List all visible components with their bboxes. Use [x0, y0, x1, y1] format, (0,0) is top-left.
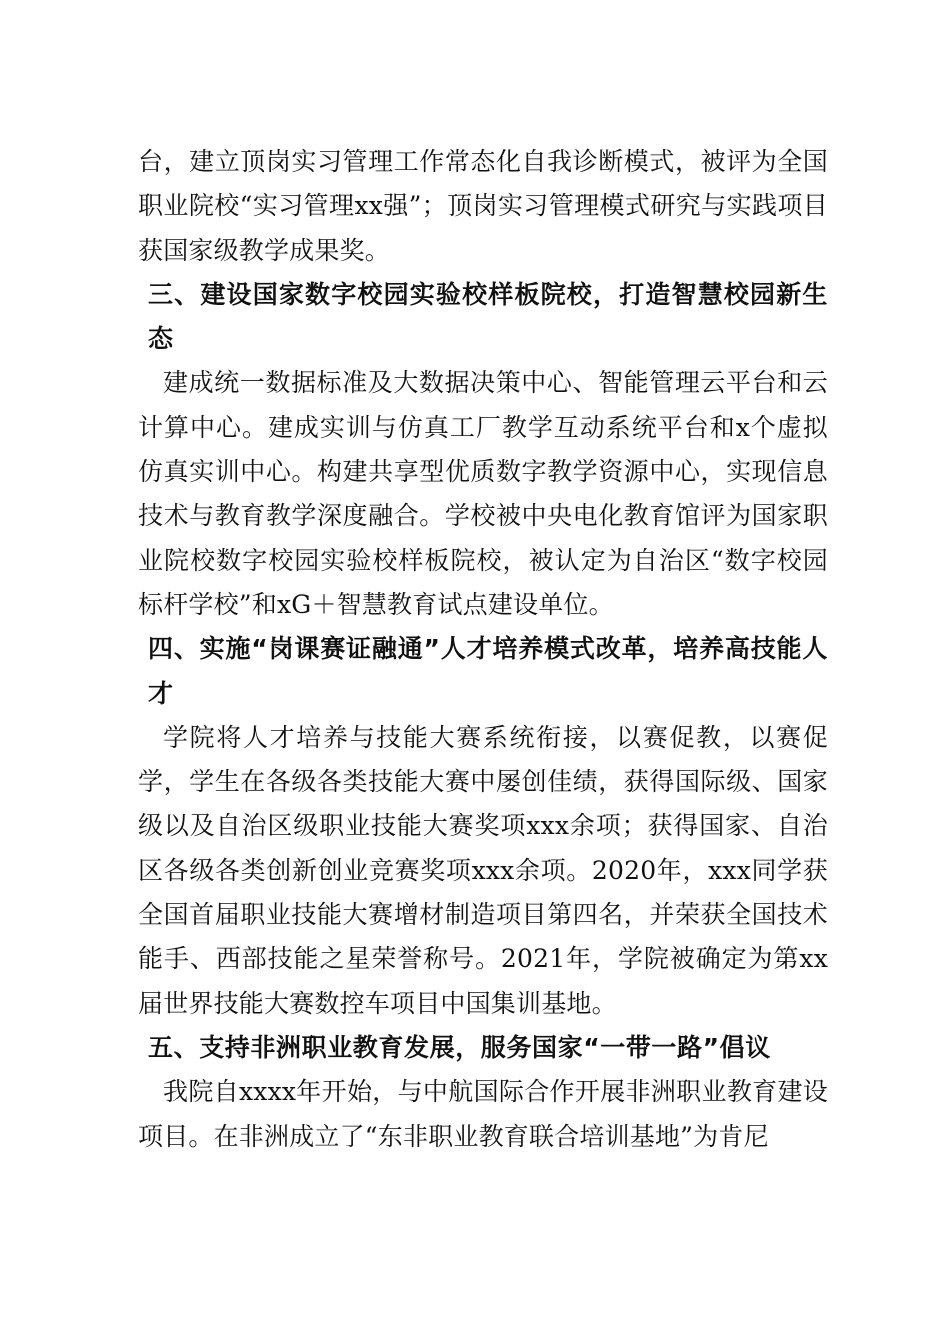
paragraph-body: 学院将人才培养与技能大赛系统衔接，以赛促教，以赛促学，学生在各级各类技能大赛中屡创佳绩，获得国际级、国家级以及自治区级职业技能大赛奖项xxx余项；获得国家、自治区各级各类创新创业竞赛奖项xxx余项。2020年，xxx同学获全国首届职业技能大赛增材制造项目第四名，并荣获全国技术能手、西部技能之星荣誉称号。2021年，学院被确定为第xx届世界技能大赛数控车项目中国集训基地。: [138, 722, 828, 1018]
paragraph-body: 台，建立顶岗实习管理工作常态化自我诊断模式，被评为全国职业院校“实习管理xx强”；顶岗实习管理模式研究与实践项目获国家级教学成果奖。: [138, 147, 828, 265]
paragraph-body: 我院自xxxx年开始，与中航国际合作开展非洲职业教育建设项目。在非洲成立了“东非职业教育联合培训基地”为肯尼: [138, 1077, 828, 1151]
paragraph-body: 建成统一数据标准及大数据决策中心、智能管理云平台和云计算中心。建成实训与仿真工厂教学互动系统平台和x个虚拟仿真实训中心。构建共享型优质数字教学资源中心，实现信息技术与教育教学深度融合。学校被中央电化教育馆评为国家职业院校数字校园实验校样板院校，被认定为自治区“数字校园标杆学校”和xG＋智慧教育试点建设单位。: [138, 368, 828, 619]
section-heading-4: 四、实施“岗课赛证融通”人才培养模式改革，培养高技能人才: [148, 634, 828, 708]
section-heading-5: 五、支持非洲职业教育发展，服务国家“一带一路”倡议: [148, 1032, 771, 1062]
document-page: [138, 140, 828, 1159]
section-heading-3: 三、建设国家数字校园实验校样板院校，打造智慧校园新生态: [148, 279, 828, 354]
